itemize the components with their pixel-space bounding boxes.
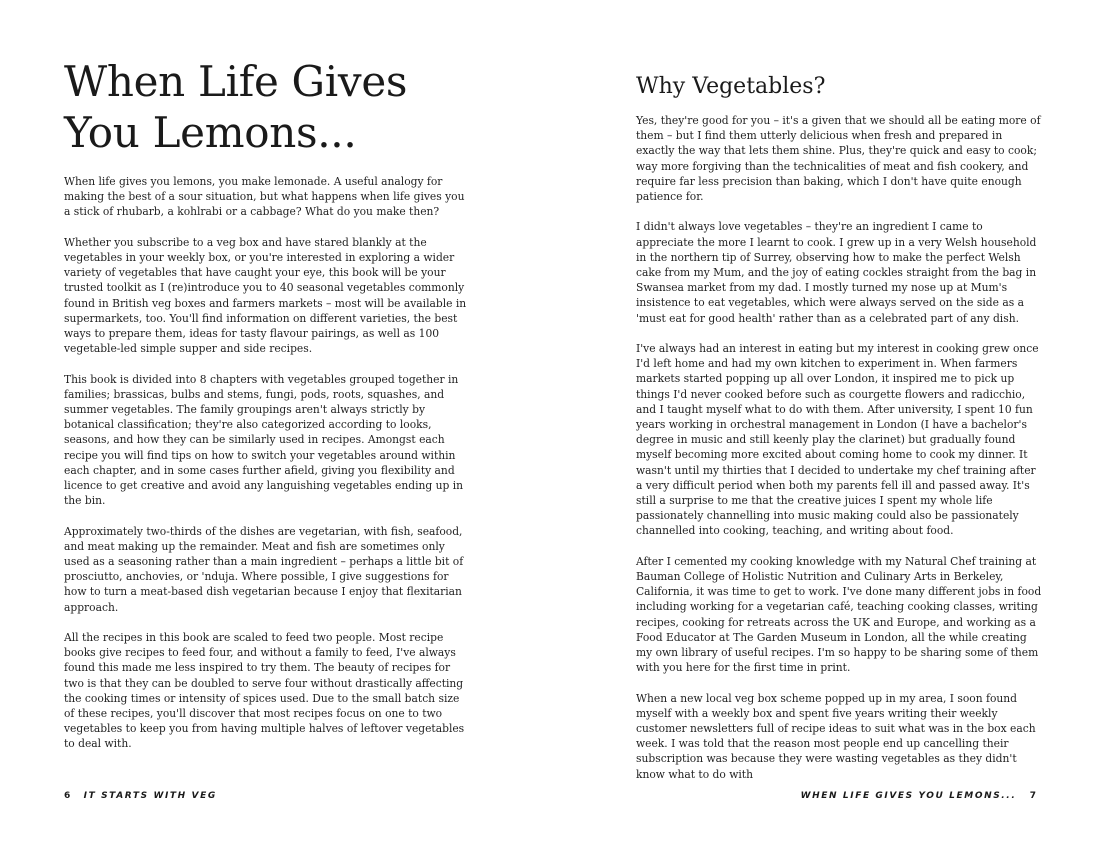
right-page xyxy=(550,0,1100,841)
paragraph: This book is divided into 8 chapters with vegetables grouped together in families; brassicas, bulbs and stems, fungi, pods, roots, squashes, and summer vegetables. The family groupings aren't always strictly by botanical classification; they're also categorized according to looks, seasons, and how they can be similarly used in recipes. Amongst each recipe you will find tips on how to switch your vegetables around within each chapter, and in some cases further afield, giving you flexibility and licence to get creative and avoid any languishing vegetables ending up in the bin. xyxy=(64,372,464,508)
right-body-text xyxy=(636,113,1044,797)
paragraph: Approximately two-thirds of the dishes are vegetarian, with fish, seafood, and meat making up the remainder. Meat and fish are sometimes only used as a seasoning rather than a main ingredient – perhaps a little bit of prosciutto, anchovies, or 'nduja. Where possible, I give suggestions for how to turn a meat-based dish vegetarian because I enjoy that flexitarian approach. xyxy=(64,524,464,614)
paragraph: When a new local veg box scheme popped up in my area, I soon found myself with a weekly box and spent five years writing their weekly customer newsletters full of recipe ideas to suit what was in the box each week. I was told that the reason most people end up cancelling their subscription was because they were wasting vegetables as they didn't know what to do with xyxy=(636,691,1036,781)
paragraph: I've always had an interest in eating but my interest in cooking grew once I'd left home and had my own kitchen to experiment in. When farmers markets started popping up all over London, it inspired me to pick up things I'd never cooked before such as courgette flowers and radicchio, and I taught myself what to do with them. After university, I spent 10 fun years working in orchestral management in London (I have a bachelor's degree in music and still keenly play the clarinet) but gradually found myself becoming more excited about coming home to cook my dinner. It wasn't until my thirties that I decided to undertake my chef training after a very difficult period when both my parents fell ill and passed away. It's still a surprise to me that the creative juices I spent my whole life passionately channelling into music making could also be passionately channelled into cooking, teaching, and writing about food. xyxy=(636,342,1039,538)
paragraph: Whether you subscribe to a veg box and have stared blankly at the vegetables in your weekly box, or you're interested in exploring a wider variety of vegetables that have caught your eye, this book will be your trusted toolkit as I (re)introduce you to 40 seasonal vegetables commonly found in British veg boxes and farmers markets – most will be available in supermarkets, too. You'll find information on different varieties, the best ways to prepare them, ideas for tasty flavour pairings, as well as 100 vegetable-led simple supper and side recipes. xyxy=(64,235,467,356)
page-number: 7 xyxy=(1029,791,1036,801)
running-head: WHEN LIFE GIVES YOU LEMONS... xyxy=(800,791,1017,801)
page-number: 6 xyxy=(64,791,71,801)
running-head: IT STARTS WITH VEG xyxy=(83,791,217,801)
paragraph: Yes, they're good for you – it's a given that we should all be eating more of them – but I find them utterly delicious when fresh and prepared in exactly the way that lets them shine. Plus, they're quick and easy to cook; way more forgiving than the technicalities of meat and fish cookery, and require far less precision than baking, which I don't have quite enough patience for. xyxy=(636,114,1041,204)
right-running-footer xyxy=(801,791,1036,801)
page-title xyxy=(64,56,407,158)
paragraph: After I cemented my cooking knowledge with my Natural Chef training at Bauman College of Holistic Nutrition and Culinary Arts in Berkeley, California, it was time to get to work. I've done many different jobs in food including working for a vegetarian café, teaching cooking classes, writing recipes, cooking for retreats across the UK and Europe, and working as a Food Educator at The Garden Museum in London, all the while creating my own library of useful recipes. I'm so happy to be sharing some of them with you here for the first time in print. xyxy=(636,554,1042,675)
paragraph: All the recipes in this book are scaled to feed two people. Most recipe books give recipes to feed four, and without a family to feed, I've always found this made me less inspired to try them. The beauty of recipes for two is that they can be doubled to serve four without drastically affecting the cooking times or intensity of spices used. Due to the small batch size of these recipes, you'll discover that most recipes focus on one to two vegetables to keep you from having multiple halves of leftover vegetables to deal with. xyxy=(64,631,465,751)
paragraph: I didn't always love vegetables – they're an ingredient I came to appreciate the more I learnt to cook. I grew up in a very Welsh household in the northern tip of Surrey, observing how to make the perfect Welsh cake from my Mum, and the joy of eating cockles straight from the bag in Swansea market from my dad. I mostly turned my nose up at Mum's insistence to eat vegetables, which were always served on the side as a 'must eat for good health' rather than as a celebrated part of any dish. xyxy=(636,220,1037,325)
page-title-line-2: You Lemons... xyxy=(64,108,357,157)
page-title-line-1: When Life Gives xyxy=(64,57,408,106)
paragraph: When life gives you lemons, you make lemonade. A useful analogy for making the best of a sour situation, but what happens when life gives you a stick of rhubarb, a kohlrabi or a cabbage? What do you make then? xyxy=(64,175,465,219)
section-title: Why Vegetables? xyxy=(636,74,826,99)
left-body-text xyxy=(64,174,472,767)
left-running-footer xyxy=(64,791,217,801)
